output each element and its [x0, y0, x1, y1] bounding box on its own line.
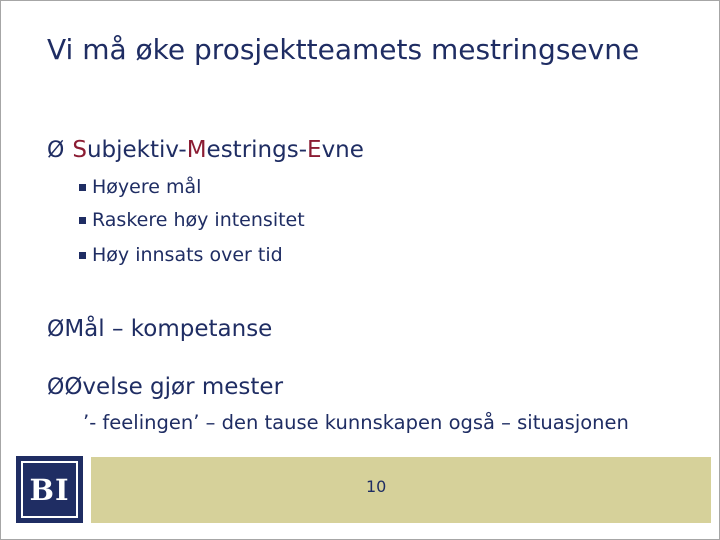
bi-logo — [16, 456, 83, 523]
highlight-letter: M — [186, 137, 207, 163]
logo-text: BI — [21, 461, 78, 518]
footer-bar — [91, 457, 711, 523]
bullet-text: Øvelse gjør mester — [64, 374, 284, 400]
text-part: estrings- — [206, 137, 308, 163]
sub-bullet-text: Høyere mål — [92, 176, 202, 198]
square-bullet-icon — [79, 252, 86, 259]
page-number: 10 — [366, 477, 387, 496]
arrow-bullet-icon: Ø — [47, 316, 65, 342]
highlight-letter: S — [72, 137, 87, 163]
bullet-text: Mål – kompetanse — [64, 316, 273, 342]
arrow-bullet-icon: Ø — [47, 374, 65, 400]
sub-bullet — [79, 244, 283, 266]
square-bullet-icon — [79, 184, 86, 191]
sub-bullet — [79, 176, 201, 198]
square-bullet-icon — [79, 217, 86, 224]
bullet-text — [72, 137, 364, 163]
bullet-subjektiv-mestrings-evne — [47, 137, 364, 163]
sub-bullet-text: Raskere høy intensitet — [92, 209, 305, 231]
highlight-letter: E — [307, 137, 322, 163]
text-part: vne — [321, 137, 364, 163]
sub-bullet-text: Høy innsats over tid — [92, 244, 283, 266]
bullet-ovelse-gjor-mester — [47, 374, 283, 400]
text-part: ubjektiv- — [86, 137, 187, 163]
arrow-bullet-icon: Ø — [47, 137, 65, 163]
sub-bullet — [79, 209, 305, 231]
bullet-mal-kompetanse — [47, 316, 272, 342]
slide-title: Vi må øke prosjektteamets mestringsevne — [47, 33, 640, 66]
sub-text-tause-kunnskapen: ’- feelingen’ – den tause kunnskapen også – situasjonen — [83, 411, 629, 434]
